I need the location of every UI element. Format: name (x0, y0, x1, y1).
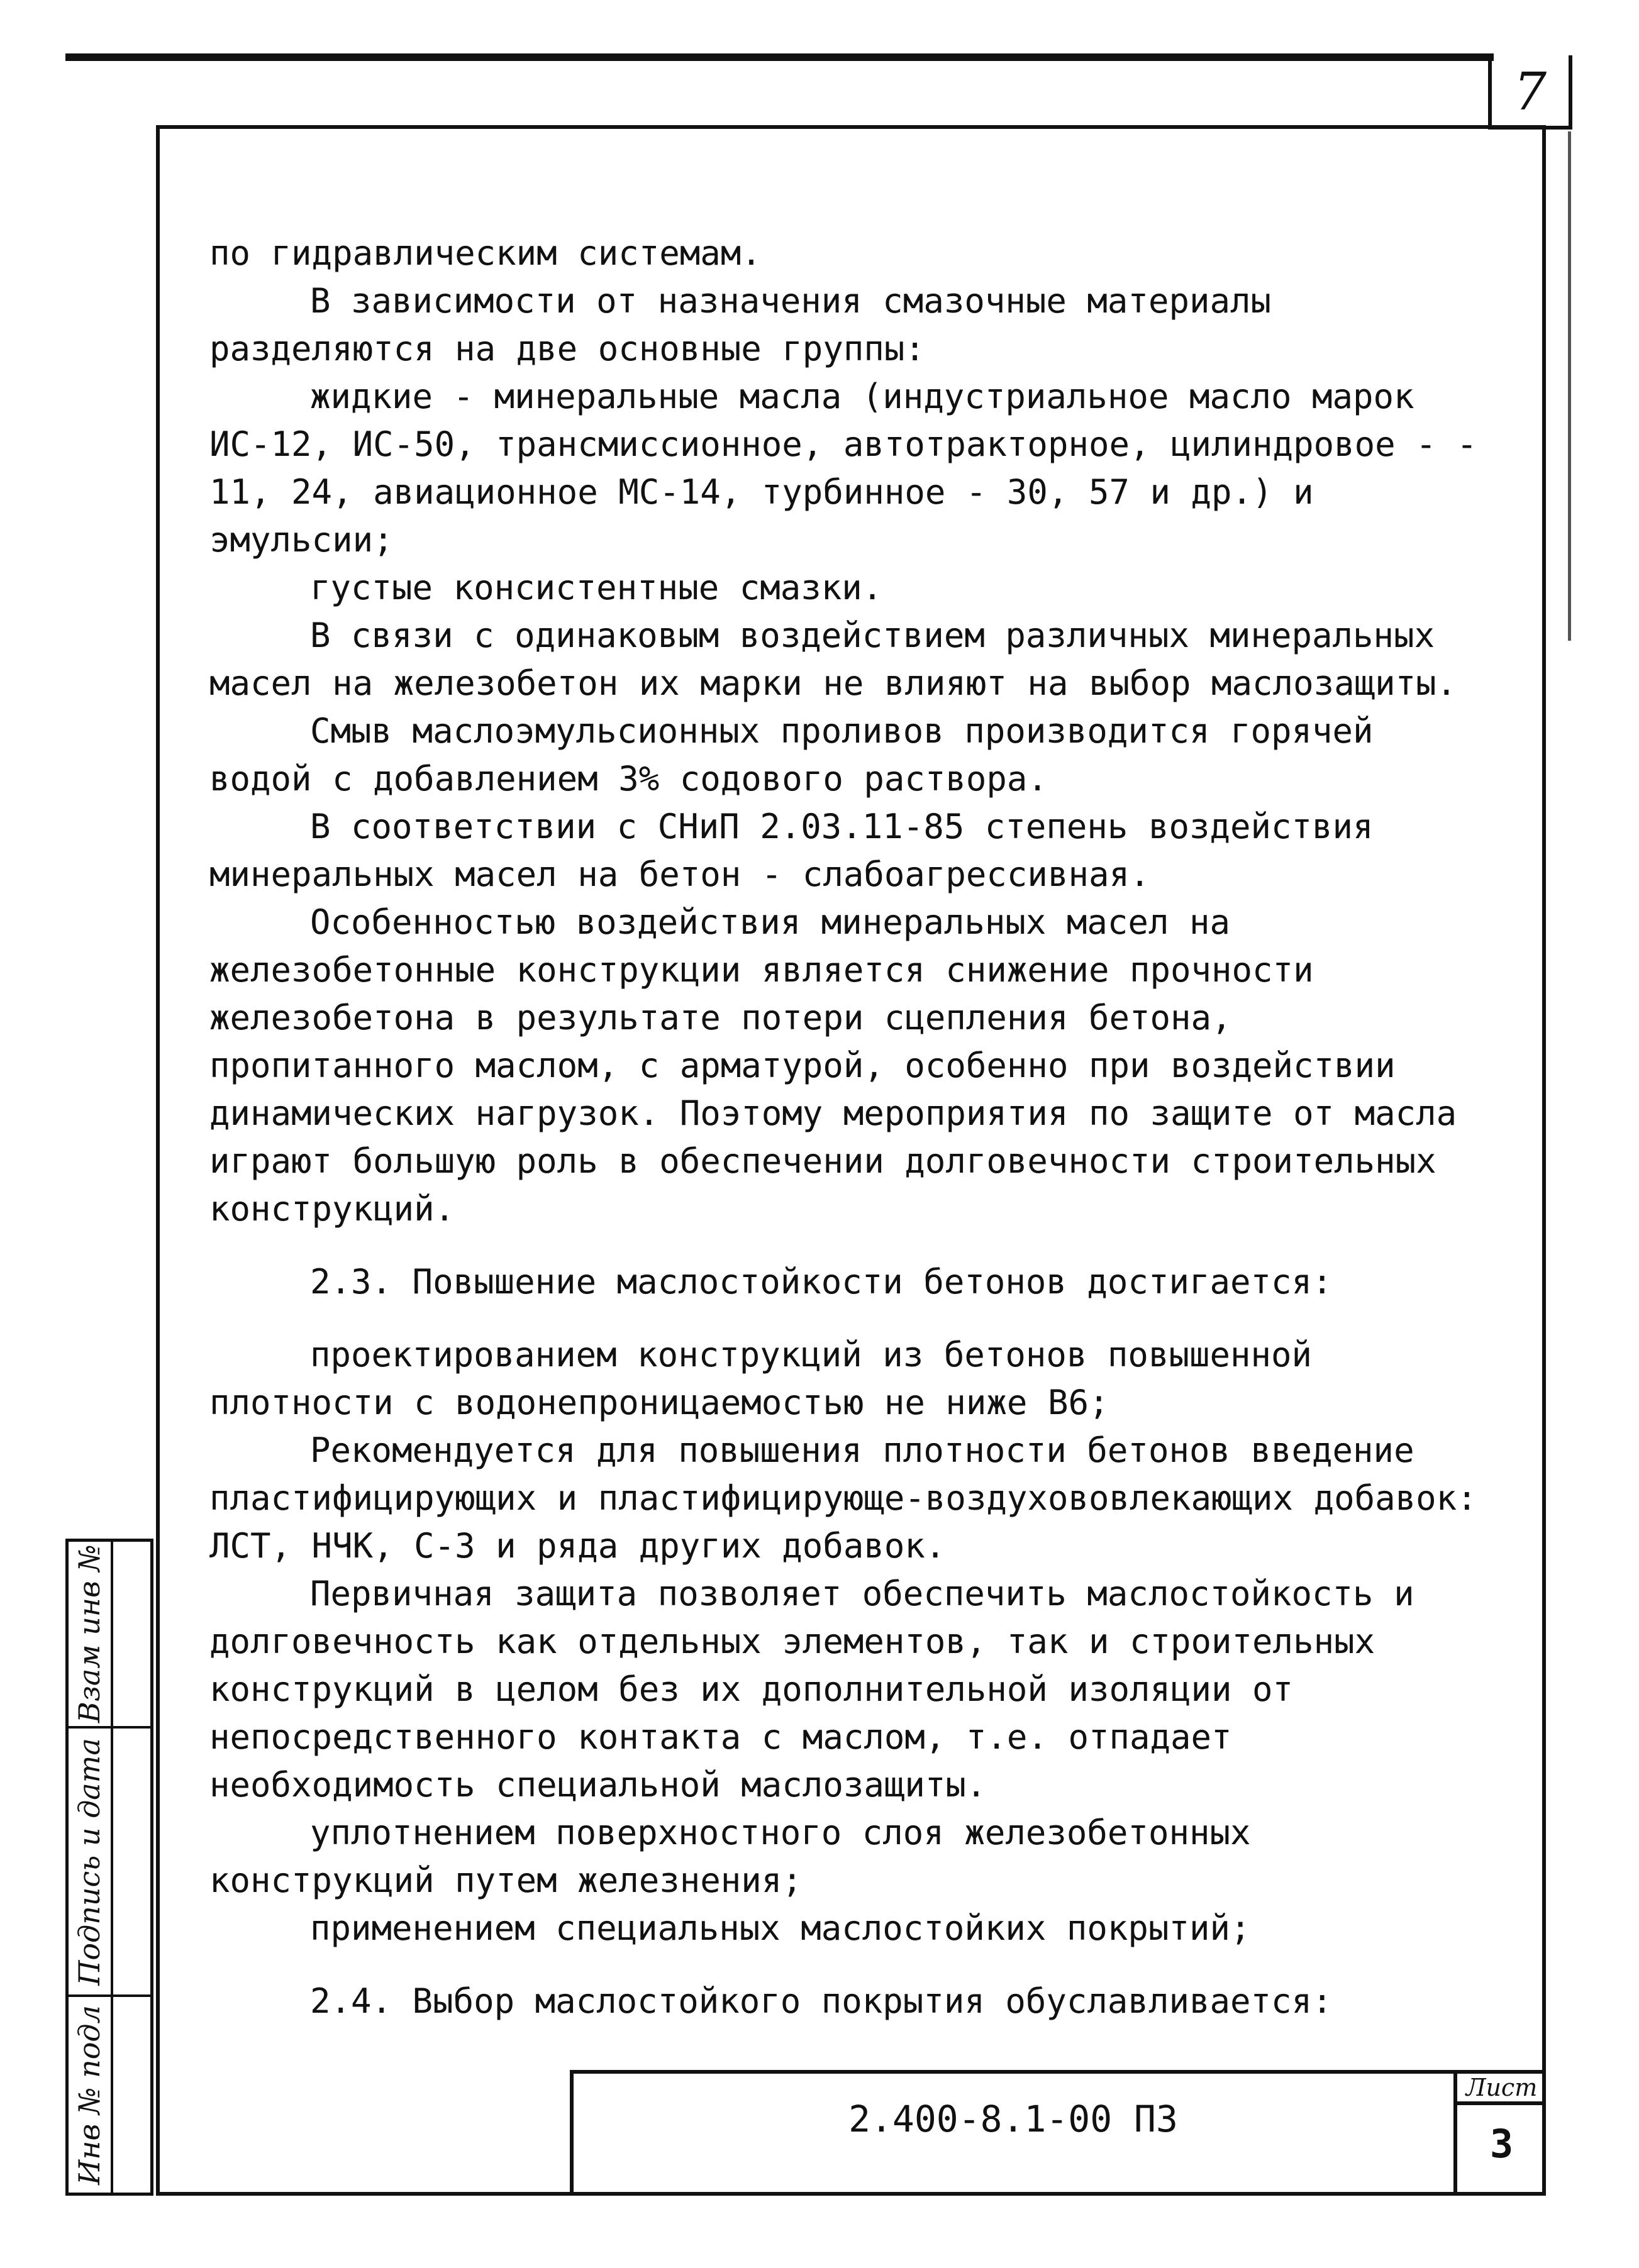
top-rule (65, 53, 1494, 61)
sheet-number: 3 (1489, 2121, 1514, 2167)
side-stamp-signature-date: Подпись и дата (72, 1737, 107, 1986)
side-stamp-inv-orig: Инв № подл (72, 2005, 107, 2185)
paragraph: проектированием конструкций из бетонов повышенной плотности с водонепроницаемостью не ниже В6; (209, 1335, 1313, 1422)
document-code: 2.400-8.1-00 ПЗ (848, 2098, 1178, 2140)
section-heading-2-4: 2.4. Выбор маслостойкого покрытия обуславливается: (310, 1981, 1333, 2021)
side-stamp-inv-ref: Взам инв № (72, 1544, 106, 1723)
paragraph: Смыв маслоэмульсионных проливов производится горячей водой с добавлением 3% содового раствора. (209, 711, 1374, 799)
paragraph: уплотнением поверхностного слоя железобетонных конструкций путем железнения; (209, 1813, 1251, 1900)
paragraph: Первичная защита позволяет обеспечить маслостойкость и долговечность как отдельных элементов, так и строительных конструкций в целом без их дополнительной изоляции от непосредственного контакта с маслом, т.е. отпадает необходимость специальной маслозащиты. (209, 1574, 1414, 1805)
paragraph: применением специальных маслостойких покрытий; (310, 1908, 1251, 1948)
side-stamp-divider (111, 1539, 113, 2196)
sheet-label: Лист (1457, 2070, 1546, 2105)
page-number: 7 (1513, 62, 1547, 122)
paragraph: жидкие - минеральные масла (индустриальное масло марок ИС-12, ИС-50, трансмиссионное, автотракторное, цилиндровое - - 11, 24, авиационное МС-14, турбинное - 30, 57 и др.) и эмульсии; (209, 377, 1477, 560)
paragraph: В соответствии с СНиП 2.03.11-85 степень воздействия минеральных масел на бетон - слабоагрессивная. (209, 807, 1374, 894)
paragraph: Рекомендуется для повышения плотности бетонов введение пластифицирующих и пластифицирующе-воздухововлекающих добавок: ЛСТ, НЧК, С-3 и ряда других добавок. (209, 1430, 1477, 1566)
paragraph: по гидравлическим системам. (209, 233, 762, 273)
document-body (209, 230, 1480, 2025)
section-heading-2-3: 2.3. Повышение маслостойкости бетонов достигается: (310, 1262, 1333, 1302)
paragraph: Особенностью воздействия минеральных масел на железобетонные конструкции является снижение прочности железобетона в результате потери сцепления бетона, пропитанного маслом, с арматурой, особенно при воздействии динамических нагрузок. Поэтому мероприятия по защите от масла играют большую роль в обеспечении долговечности строительных конструкций. (209, 902, 1457, 1229)
paragraph: густые консистентные смазки. (310, 568, 883, 607)
paragraph: В зависимости от назначения смазочные материалы разделяются на две основные группы: (209, 281, 1272, 368)
scan-edge-line (1568, 131, 1571, 641)
paragraph: В связи с одинаковым воздействием различных минеральных масел на железобетон их марки не влияют на выбор маслозащиты. (209, 616, 1457, 703)
